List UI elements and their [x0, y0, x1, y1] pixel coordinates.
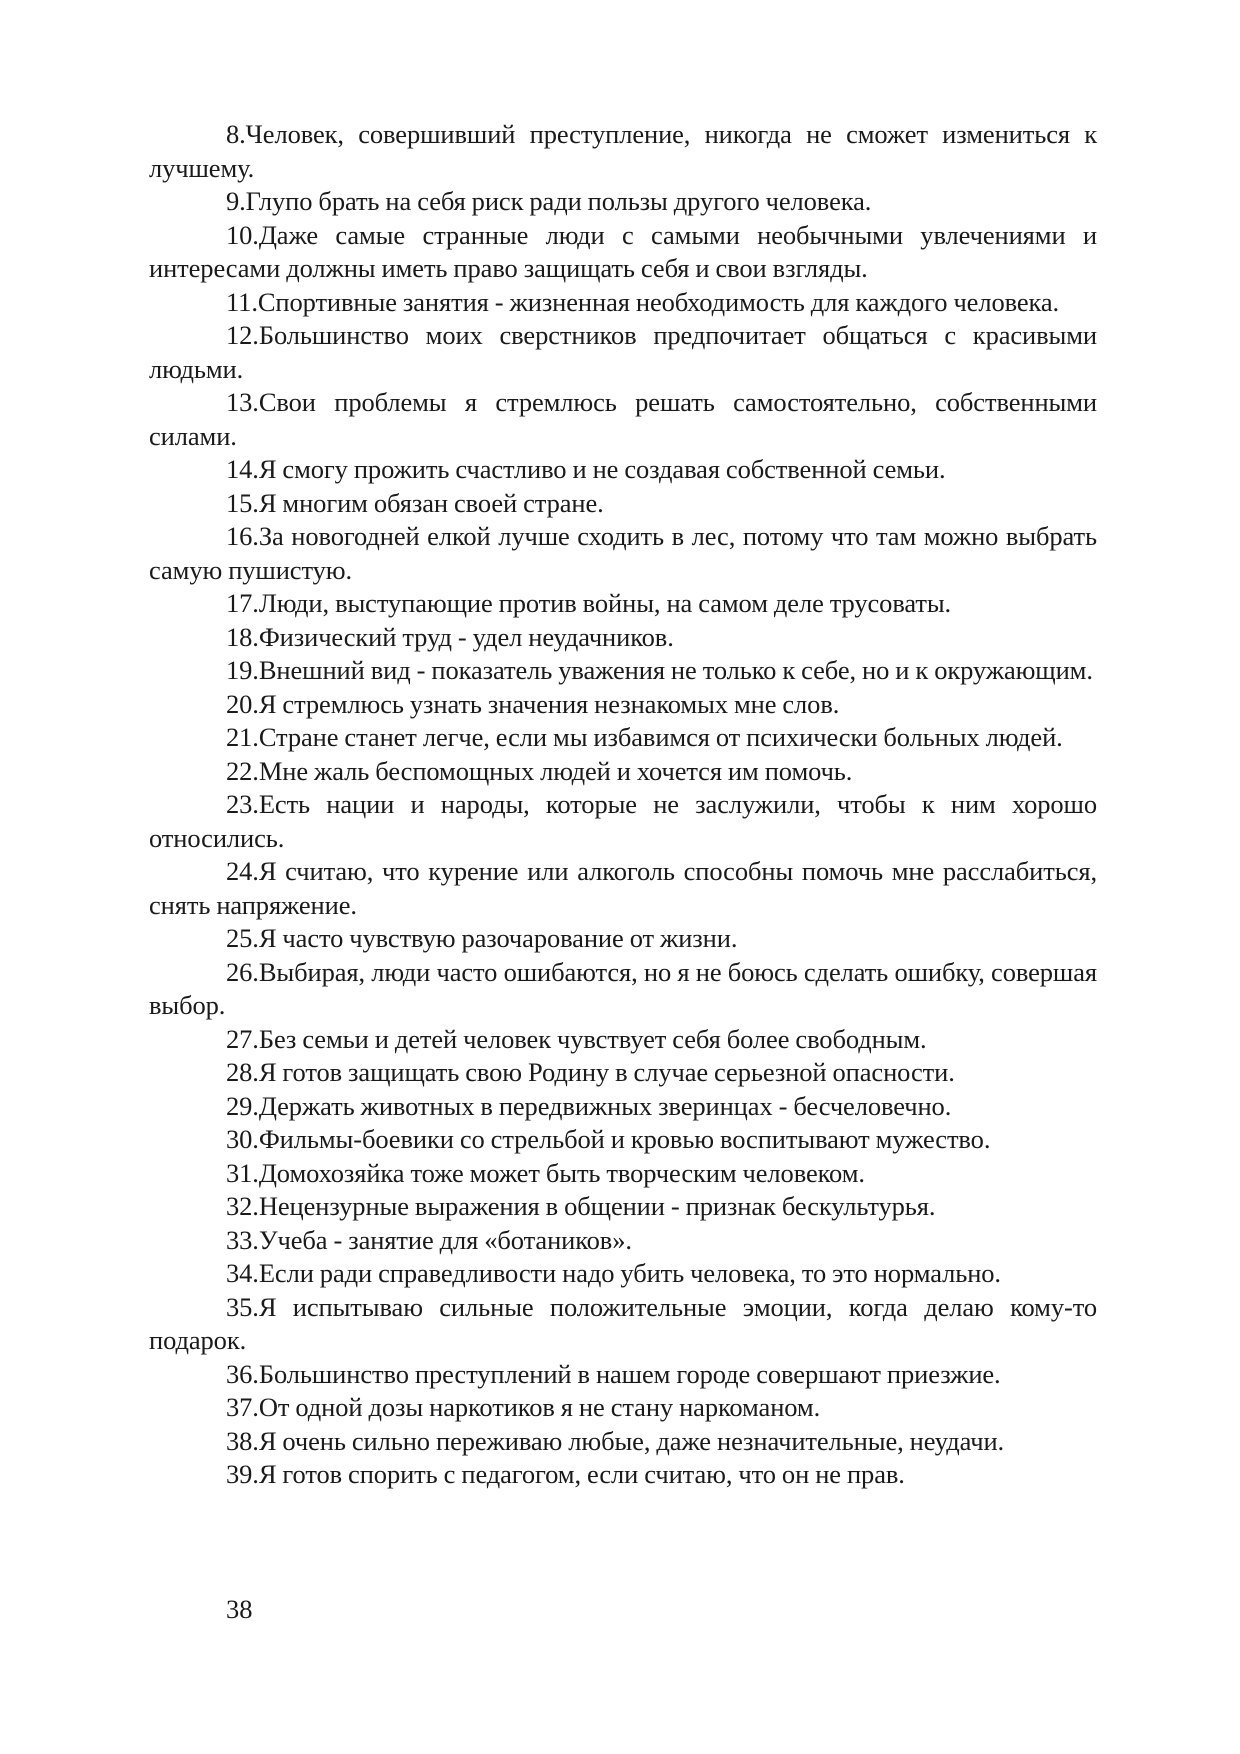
statement-23: 23.Есть нации и народы, которые не заслужили, чтобы к ним хорошо относились.: [149, 789, 1097, 853]
statement-26: 26.Выбирая, люди часто ошибаются, но я не боюсь сделать ошибку, совершая выбор.: [149, 956, 1097, 1020]
statement-14: 14.Я смогу прожить счастливо и не создавая собственной семьи.: [226, 454, 946, 484]
statement-20: 20.Я стремлюсь узнать значения незнакомых мне слов.: [226, 688, 840, 719]
statement-30: 30.Фильмы-боевики со стрельбой и кровью воспитывают мужество.: [226, 1124, 991, 1154]
statement-22: 22.Мне жаль беспомощных людей и хочется им помочь.: [226, 755, 853, 786]
statement-39: 39.Я готов спорить с педагогом, если считаю, что он не прав.: [226, 1459, 905, 1489]
statement-10: 10.Даже самые странные люди с самыми необычными увлечениями и интересами должны иметь право защищать себя и свои взгляды.: [149, 219, 1097, 283]
statement-9: 9.Глупо брать на себя риск ради пользы другого человека.: [226, 186, 872, 216]
statement-27: 27.Без семьи и детей человек чувствует себя более свободным.: [226, 1023, 927, 1054]
statement-list: [149, 118, 1097, 1492]
statement-13: 13.Свои проблемы я стремлюсь решать самостоятельно, собственными силами.: [149, 387, 1097, 451]
statement-37: 37.От одной дозы наркотиков я не стану наркоманом.: [226, 1392, 821, 1422]
document-page: [149, 118, 1097, 1492]
statement-15: 15.Я многим обязан своей стране.: [226, 487, 604, 518]
statement-25: 25.Я часто чувствую разочарование от жизни.: [226, 923, 738, 953]
statement-31: 31.Домохозяйка тоже может быть творческим человеком.: [226, 1157, 865, 1188]
statement-36: 36.Большинство преступлений в нашем городе совершают приезжие.: [226, 1358, 1001, 1389]
statement-11: 11.Спортивные занятия - жизненная необходимость для каждого человека.: [226, 286, 1060, 317]
statement-32: 32.Нецензурные выражения в общении - признак бескультурья.: [226, 1191, 936, 1221]
statement-17: 17.Люди, выступающие против войны, на самом деле трусоваты.: [226, 588, 952, 618]
page-number: 38: [226, 1594, 253, 1624]
statement-18: 18.Физический труд - удел неудачников.: [226, 621, 674, 652]
statement-34: 34.Если ради справедливости надо убить человека, то это нормально.: [226, 1258, 1001, 1288]
statement-33: 33.Учеба - занятие для «ботаников».: [226, 1224, 632, 1255]
statement-24: 24.Я считаю, что курение или алкоголь способны помочь мне расслабиться, снять напряжение.: [149, 856, 1097, 920]
statement-21: 21.Стране станет легче, если мы избавимся от психически больных людей.: [226, 722, 1063, 752]
statement-38: 38.Я очень сильно переживаю любые, даже незначительные, неудачи.: [226, 1425, 1005, 1456]
statement-19: 19.Внешний вид - показатель уважения не только к себе, но и к окружающим.: [226, 655, 1093, 685]
statement-16: 16.За новогодней елкой лучше сходить в лес, потому что там можно выбрать самую пушистую.: [149, 521, 1097, 585]
statement-29: 29.Держать животных в передвижных зверинцах - бесчеловечно.: [226, 1090, 952, 1121]
statement-28: 28.Я готов защищать свою Родину в случае серьезной опасности.: [226, 1057, 955, 1087]
statement-8: 8.Человек, совершивший преступление, никогда не сможет измениться к лучшему.: [149, 119, 1097, 183]
statement-12: 12.Большинство моих сверстников предпочитает общаться с красивыми людьми.: [149, 320, 1097, 384]
statement-35: 35.Я испытываю сильные положительные эмоции, когда делаю кому-то подарок.: [149, 1291, 1097, 1355]
